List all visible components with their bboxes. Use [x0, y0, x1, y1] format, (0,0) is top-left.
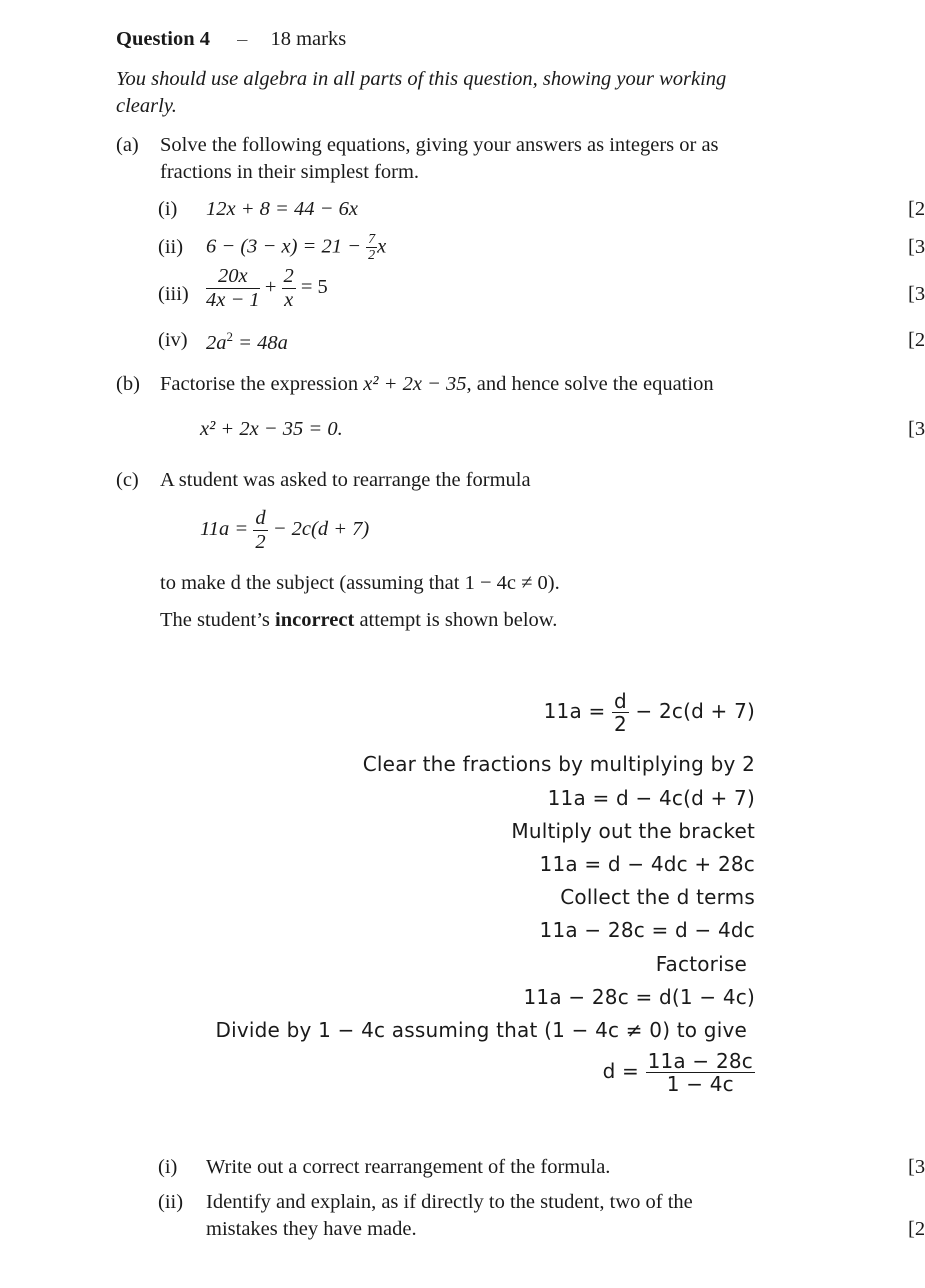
student-line-1-denominator: 2	[613, 712, 627, 736]
part-c-formula-denominator: 2	[255, 530, 266, 553]
part-c-ii-label: (ii)	[158, 1191, 184, 1213]
question-marks: 18 marks	[270, 28, 347, 50]
question-label: Question 4	[116, 28, 210, 50]
part-a-ii-denominator: 2	[368, 248, 376, 264]
heading-dash: –	[237, 28, 248, 50]
part-c-text-3	[160, 609, 557, 632]
part-b-text	[160, 373, 714, 396]
part-b-text-post: , and hence solve the equation	[466, 373, 714, 395]
part-c-text-3-post: attempt is shown below.	[354, 609, 558, 631]
part-c-text-3-pre: The student’s	[160, 609, 276, 631]
intro-line-2: clearly.	[116, 95, 177, 117]
student-line-1-lhs: 11a =	[543, 699, 612, 723]
part-a-ii-tail: x	[377, 235, 387, 258]
part-b-mark: [3	[908, 418, 925, 440]
part-c-text-1: A student was asked to rearrange the formula	[160, 469, 531, 491]
question-heading	[116, 28, 346, 51]
part-a-text-2: fractions in their simplest form.	[160, 161, 420, 183]
part-c-formula-numerator: d	[255, 507, 266, 529]
part-a-i-mark: [2	[908, 198, 925, 220]
part-a-iii-rhs: = 5	[300, 275, 328, 298]
part-b-text-pre: Factorise the expression	[160, 373, 364, 395]
part-a-iv-rhs: = 48a	[233, 331, 288, 354]
part-a-text-1: Solve the following equations, giving your answers as integers or as	[160, 134, 719, 156]
part-a-iii-label: (iii)	[158, 283, 189, 305]
student-line-11-numerator: 11a − 28c	[647, 1049, 753, 1073]
student-line-9: 11a − 28c = d(1 − 4c)	[523, 985, 755, 1009]
part-c-label: (c)	[116, 469, 139, 491]
student-line-6: Collect the d terms	[560, 885, 755, 909]
part-c-formula-fraction	[253, 507, 267, 553]
part-a-iv-label: (iv)	[158, 329, 188, 351]
part-a-iv-exponent: 2	[226, 329, 233, 344]
part-a-iv-base: 2a	[206, 331, 227, 354]
part-a-ii-equation	[206, 232, 386, 264]
part-a-ii-label: (ii)	[158, 236, 184, 258]
student-line-11-denominator: 1 − 4c	[666, 1072, 734, 1096]
part-a-i-equation: 12x + 8 = 44 − 6x	[206, 198, 358, 220]
part-a-label: (a)	[116, 134, 139, 156]
part-c-ii-mark: [2	[908, 1218, 925, 1240]
student-line-11-lhs: d =	[602, 1059, 646, 1083]
part-b-equation: x² + 2x − 35 = 0.	[200, 418, 343, 440]
part-a-i-label: (i)	[158, 198, 178, 220]
student-line-1	[544, 690, 755, 735]
part-a-iii-fraction-2	[282, 265, 296, 311]
part-c-ii-text-2: mistakes they have made.	[206, 1218, 417, 1240]
student-line-1-numerator: d	[614, 689, 627, 713]
part-c-formula-rhs: − 2c(d + 7)	[267, 517, 370, 540]
part-a-iii-denominator-2: x	[284, 288, 294, 311]
part-a-ii-mark: [3	[908, 236, 925, 258]
student-line-11	[603, 1050, 755, 1095]
part-c-i-label: (i)	[158, 1156, 178, 1178]
part-a-iii-mark: [3	[908, 283, 925, 305]
part-a-iii-numerator-2: 2	[283, 265, 294, 287]
part-a-iii-equation	[206, 265, 328, 311]
part-a-iii-numerator-1: 20x	[206, 265, 260, 289]
part-a-iii-denominator-1: 4x − 1	[206, 288, 260, 311]
part-a-iv-equation	[206, 329, 288, 355]
student-line-10: Divide by 1 − 4c assuming that (1 − 4c ≠ 0) to give	[215, 1018, 747, 1042]
student-line-11-fraction	[646, 1050, 755, 1095]
part-c-formula-lhs: 11a =	[200, 517, 254, 540]
part-c-text-3-bold: incorrect	[275, 609, 355, 631]
part-a-ii-numerator: 7	[368, 232, 376, 247]
student-line-5: 11a = d − 4dc + 28c	[539, 852, 755, 876]
part-c-i-text: Write out a correct rearrangement of the formula.	[206, 1156, 611, 1178]
part-b-inline-expression: x² + 2x − 35	[363, 373, 467, 395]
student-line-1-fraction	[612, 690, 629, 735]
student-line-3: 11a = d − 4c(d + 7)	[547, 786, 755, 810]
part-a-iii-fraction-1	[206, 265, 260, 311]
part-c-i-mark: [3	[908, 1156, 925, 1178]
part-a-ii-fraction	[366, 232, 377, 264]
part-a-ii-lhs: 6 − (3 − x) = 21 −	[206, 235, 367, 258]
intro-line-1: You should use algebra in all parts of this question, showing your working	[116, 68, 727, 90]
student-line-4: Multiply out the bracket	[511, 819, 755, 843]
student-line-1-rhs: − 2c(d + 7)	[628, 699, 755, 723]
part-c-text-2: to make d the subject (assuming that 1 − 4c ≠ 0).	[160, 572, 560, 594]
part-c-formula	[200, 507, 369, 553]
part-a-iii-plus: +	[264, 275, 277, 298]
student-line-2: Clear the fractions by multiplying by 2	[362, 752, 755, 776]
part-a-iv-mark: [2	[908, 329, 925, 351]
part-b-label: (b)	[116, 373, 140, 395]
student-line-8: Factorise	[655, 952, 747, 976]
part-c-ii-text-1: Identify and explain, as if directly to the student, two of the	[206, 1191, 693, 1213]
student-line-7: 11a − 28c = d − 4dc	[539, 918, 755, 942]
